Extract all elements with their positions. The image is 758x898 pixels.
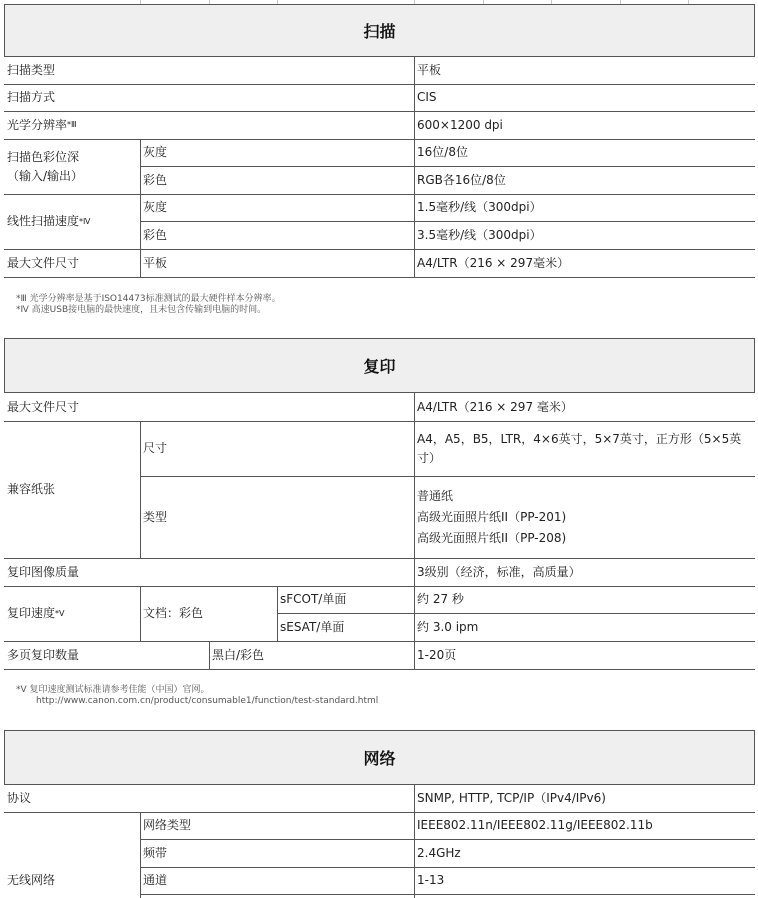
row-divider (4, 641, 755, 642)
network-section-title: 网络 (4, 730, 755, 785)
copy-kind-value (414, 476, 566, 558)
scan-depth-color-label: 彩色 (143, 172, 168, 187)
scan-speed-color-value: 3.5毫秒/线（300dpi） (417, 227, 542, 242)
network-channel-label: 通道 (143, 873, 168, 888)
scan-maxdoc-label: 最大文件尺寸 (7, 255, 80, 270)
scan-depth-label-line2: （输入/输出） (7, 168, 84, 183)
copy-speed-label: 复印速度 *Ⅴ (4, 586, 65, 641)
scan-type-label: 扫描类型 (7, 63, 56, 78)
copy-multi-sub: 黑白/彩色 (212, 647, 265, 662)
network-type-label: 网络类型 (143, 818, 192, 833)
scan-speed-text: 线性扫描速度 (7, 214, 80, 229)
scan-method-value: CIS (417, 90, 437, 105)
row-divider (4, 277, 755, 278)
paper-kind-item: 普通纸 (417, 488, 454, 503)
copy-size-label: 尺寸 (143, 441, 168, 456)
scan-speed-color-label: 彩色 (143, 227, 168, 242)
copy-speed-text: 复印速度 (7, 606, 56, 621)
scan-footnote-2: *Ⅳ 高速USB接电脑的最快速度，且未包含传输到电脑的时间。 (16, 305, 267, 315)
copy-section-title: 复印 (4, 338, 755, 393)
network-protocol-label: 协议 (7, 791, 32, 806)
copy-multi-value: 1-20页 (417, 647, 457, 662)
copy-sesat-label: sESAT/单面 (280, 619, 345, 634)
row-divider (4, 558, 755, 559)
scan-depth-gray-label: 灰度 (143, 145, 168, 160)
scan-resolution-label: 光学分辨率 *Ⅲ (4, 111, 77, 139)
row-divider (140, 867, 755, 868)
row-divider (4, 111, 755, 112)
scan-depth-label-line1: 扫描色彩位深 (7, 149, 80, 164)
copy-sfcot-label: sFCOT/单面 (280, 592, 347, 607)
scan-speed-label: 线性扫描速度 *Ⅳ (4, 194, 90, 249)
copy-quality-label: 复印图像质量 (7, 564, 80, 579)
copy-multi-label: 多页复印数量 (7, 647, 80, 662)
scan-speed-gray-value: 1.5毫秒/线（300dpi） (417, 200, 542, 215)
scan-resolution-text: 光学分辨率 (7, 117, 68, 132)
copy-paper-label: 兼容纸张 (7, 482, 56, 497)
scan-depth-label (4, 139, 83, 194)
copy-maxdoc-label: 最大文件尺寸 (7, 399, 80, 414)
row-divider (4, 669, 755, 670)
network-channel-value: 1-13 (417, 873, 445, 888)
network-band-label: 频带 (143, 845, 168, 860)
scan-section-title: 扫描 (4, 4, 755, 57)
row-divider (4, 194, 755, 195)
network-type-value: IEEE802.11n/IEEE802.11g/IEEE802.11b (417, 818, 653, 833)
scan-footnote-1: *Ⅲ 光学分辨率是基于ISO14473标准测试的最大硬件样本分辨率。 (16, 294, 281, 304)
paper-kind-item: 高级光面照片纸II（PP-201) (417, 509, 567, 524)
scan-depth-gray-value: 16位/8位 (417, 145, 468, 160)
row-divider (277, 613, 755, 614)
copy-quality-value: 3级别（经济，标准，高质量） (417, 564, 581, 579)
row-divider (4, 84, 755, 85)
copy-maxdoc-value: A4/LTR（216 × 297 毫米） (417, 399, 573, 414)
scan-maxdoc-sub: 平板 (143, 255, 168, 270)
scan-maxdoc-value: A4/LTR（216 × 297毫米） (417, 255, 570, 270)
row-divider (4, 249, 755, 250)
copy-footnote-1: *Ⅴ 复印速度测试标准请参考佳能（中国）官网。 (16, 685, 210, 695)
scan-depth-color-value: RGB各16位/8位 (417, 172, 506, 187)
copy-speed-doc-label: 文档：彩色 (143, 606, 204, 621)
scan-method-label: 扫描方式 (7, 90, 56, 105)
paper-kind-item: 高级光面照片纸II（PP-208) (417, 530, 567, 545)
row-divider (140, 894, 755, 895)
scan-speed-gray-label: 灰度 (143, 200, 168, 215)
scan-resolution-value: 600×1200 dpi (417, 117, 503, 132)
copy-footnote-url[interactable]: http://www.canon.com.cn/product/consumable1/function/test-standard.html (36, 696, 379, 706)
network-wireless-label: 无线网络 (7, 872, 56, 887)
network-band-value: 2.4GHz (417, 845, 461, 860)
network-protocol-value: SNMP, HTTP, TCP/IP（IPv4/IPv6) (417, 791, 606, 806)
row-divider (4, 586, 755, 587)
copy-sesat-value: 约 3.0 ipm (417, 619, 479, 634)
copy-size-value: A4，A5，B5，LTR，4×6英寸，5×7英寸，正方形（5×5英寸） (417, 431, 742, 465)
scan-type-value: 平板 (417, 63, 442, 78)
copy-kind-label: 类型 (143, 509, 168, 524)
row-divider (4, 139, 755, 140)
copy-sfcot-value: 约 27 秒 (417, 592, 464, 607)
